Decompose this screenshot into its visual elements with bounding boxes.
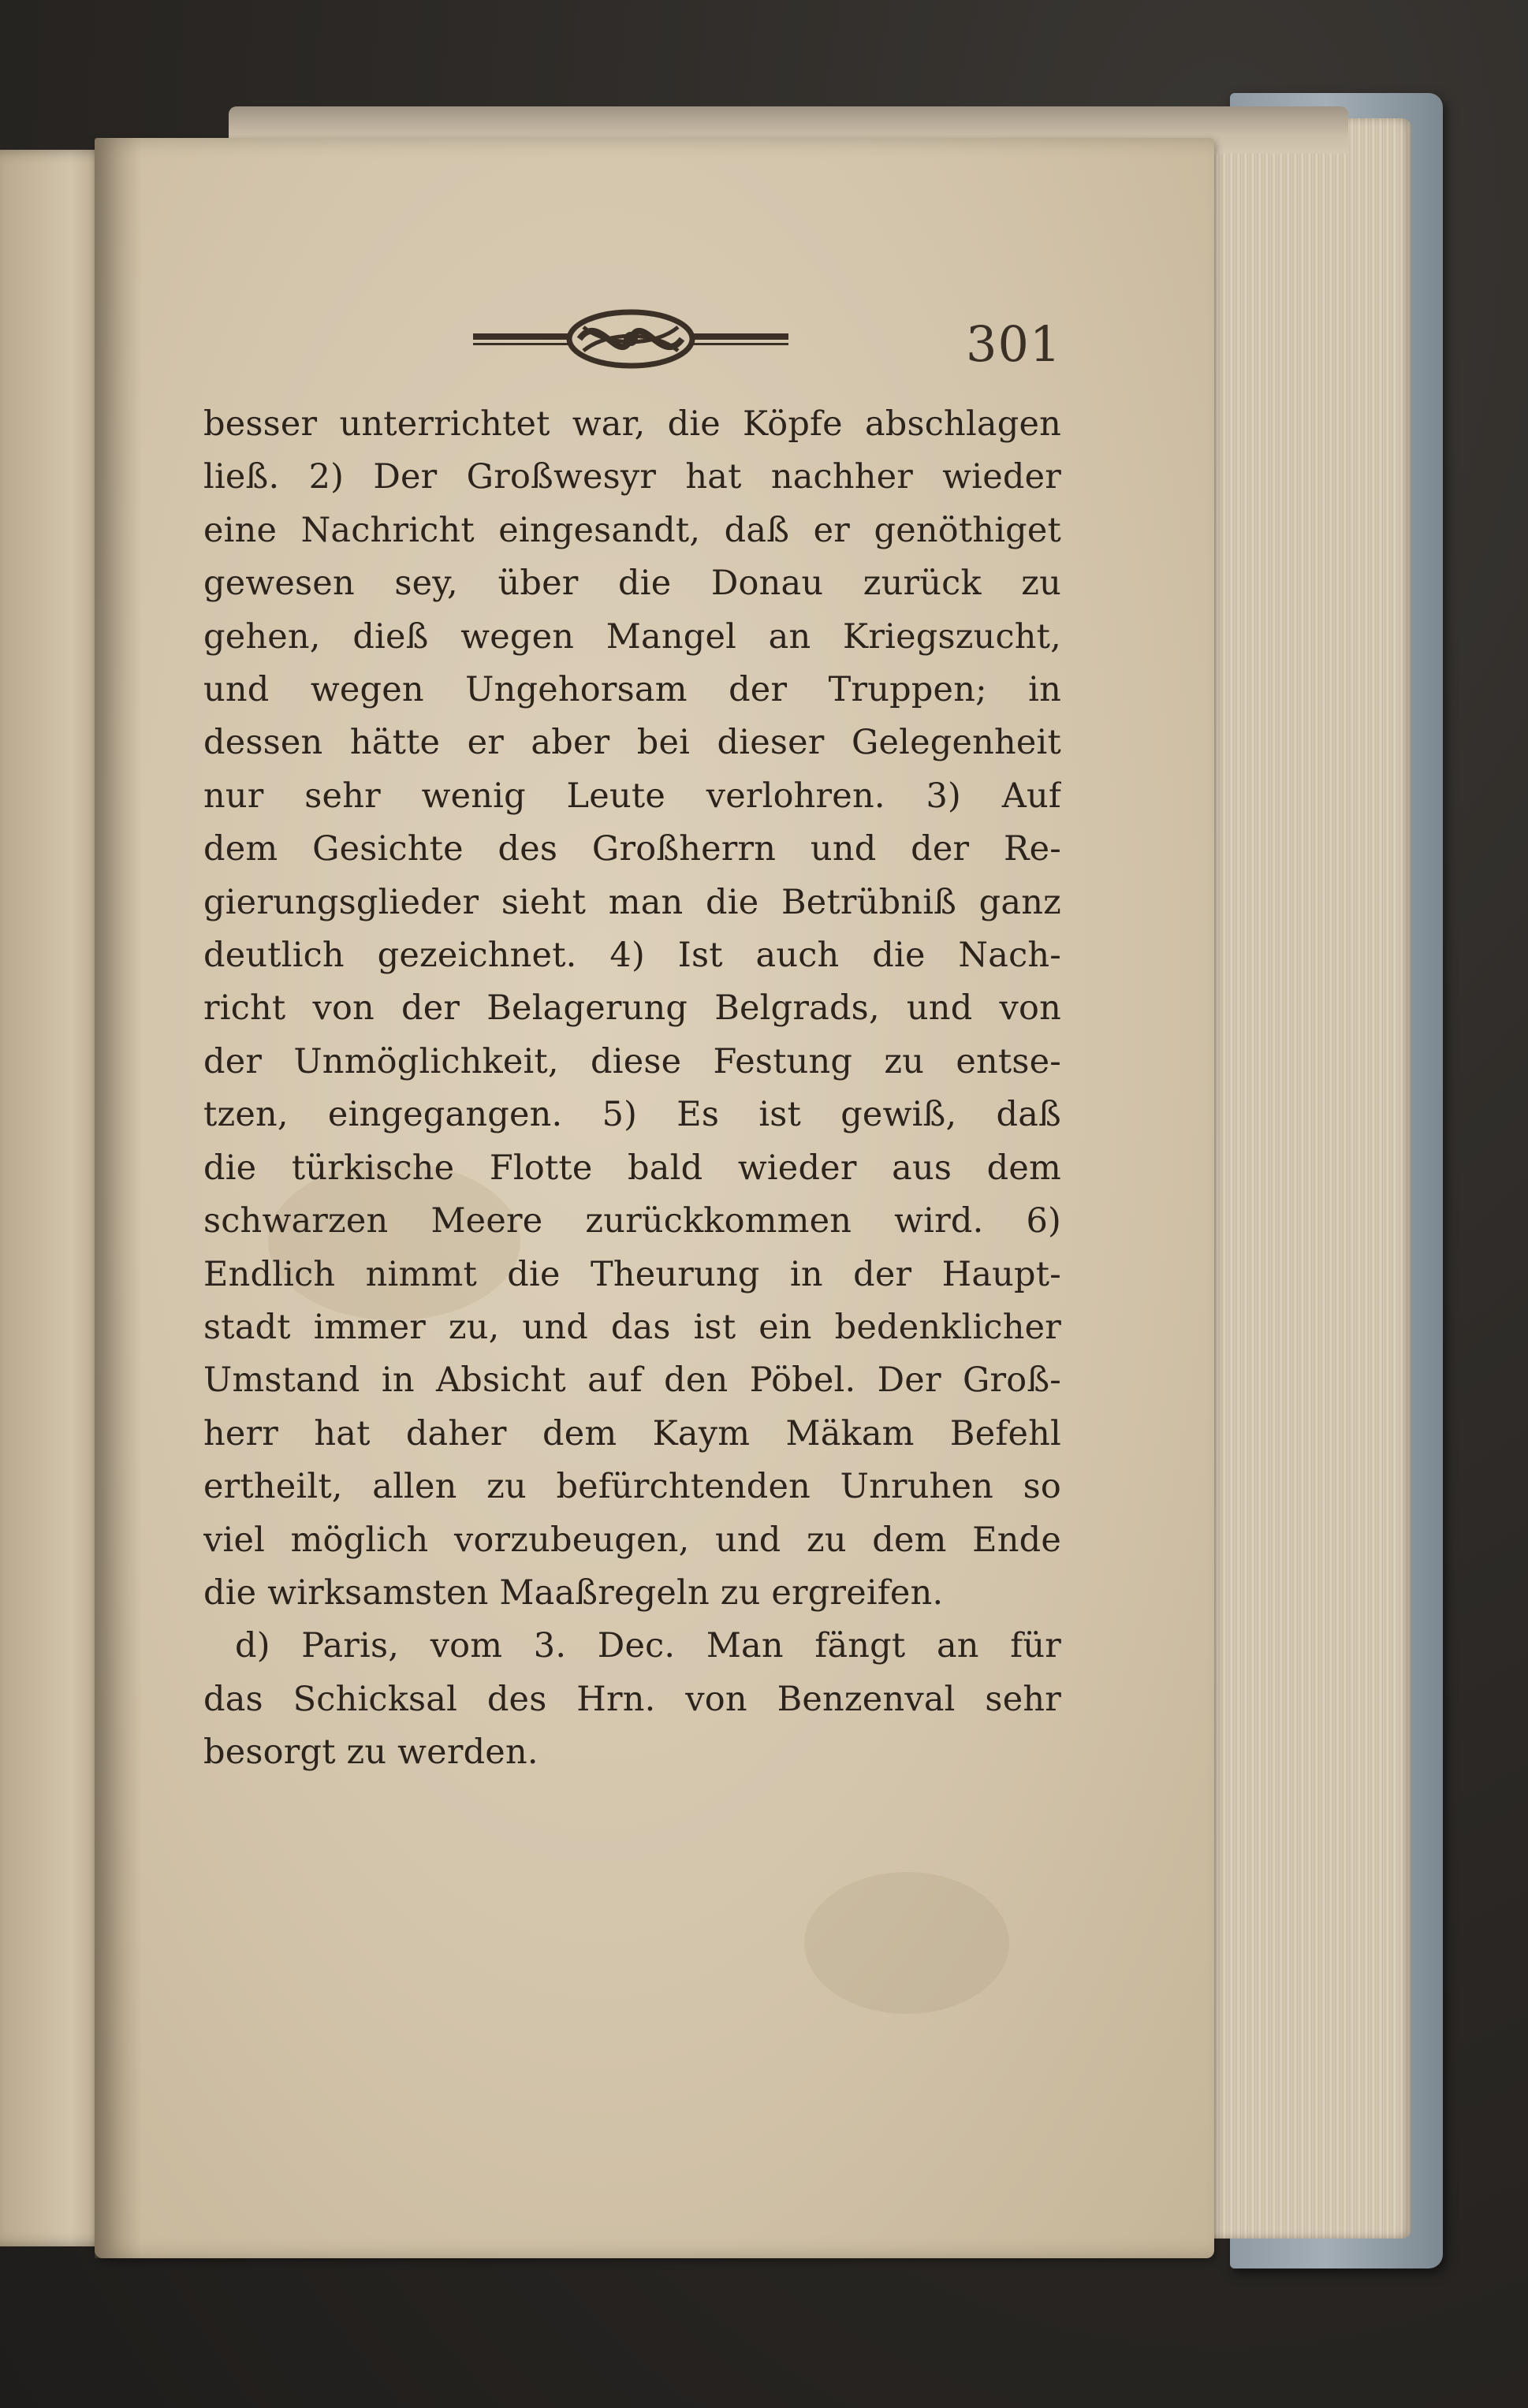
text-line: richt von der Belagerung Belgrads, und von [203,988,1061,1029]
page-number: 301 [966,315,1062,373]
text-line: besorgt zu werden. [203,1732,539,1773]
text-line: tzen, eingegangen. 5) Es ist gewiß, daß [203,1095,1061,1135]
text-line: Umstand in Absicht auf den Pöbel. Der Groß- [203,1360,1061,1401]
text-line: ertheilt, allen zu befürchtenden Unruhen so [203,1467,1061,1507]
text-line: deutlich gezeichnet. 4) Ist auch die Nach- [203,936,1061,976]
text-line: dessen hätte er aber bei dieser Gelegenheit [203,723,1061,763]
text-line: gehen, dieß wegen Mangel an Kriegszucht, [203,616,1061,657]
text-line: ließ. 2) Der Großwesyr hat nachher wieder [203,457,1061,497]
text-line: das Schicksal des Hrn. von Benzenval sehr [203,1679,1061,1719]
text-line: viel möglich vorzubeugen, und zu dem Ende [203,1520,1061,1560]
paper-stain [804,1872,1009,2014]
body-text [203,398,1061,1780]
text-line: d) Paris, vom 3. Dec. Man fängt an für [235,1626,1061,1666]
text-line: gewesen sey, über die Donau zurück zu [203,564,1061,604]
text-line: der Unmöglichkeit, diese Festung zu entse- [203,1041,1061,1081]
text-line: die türkische Flotte bald wieder aus dem [203,1148,1061,1188]
text-line: eine Nachricht eingesandt, daß er genöthiget [203,510,1061,550]
page-edges [1198,118,1411,2239]
page-gutter-shadow [95,138,142,2258]
text-line: Endlich nimmt die Theurung in der Haupt- [203,1254,1061,1294]
text-line: besser unterrichtet war, die Köpfe abschlagen [203,404,1061,444]
ornament-rule-icon [473,303,788,374]
text-line: dem Gesichte des Großherrn und der Re- [203,829,1061,869]
text-line: schwarzen Meere zurückkommen wird. 6) [203,1201,1061,1241]
text-line: herr hat daher dem Kaym Mäkam Befehl [203,1413,1061,1453]
text-line: nur sehr wenig Leute verlohren. 3) Auf [203,776,1061,816]
text-line: die wirksamsten Maaßregeln zu ergreifen. [203,1572,944,1613]
text-line: gierungsglieder sieht man die Betrübniß ganz [203,882,1061,922]
text-line: stadt immer zu, und das ist ein bedenklicher [203,1307,1061,1347]
text-line: und wegen Ungehorsam der Truppen; in [203,670,1061,710]
